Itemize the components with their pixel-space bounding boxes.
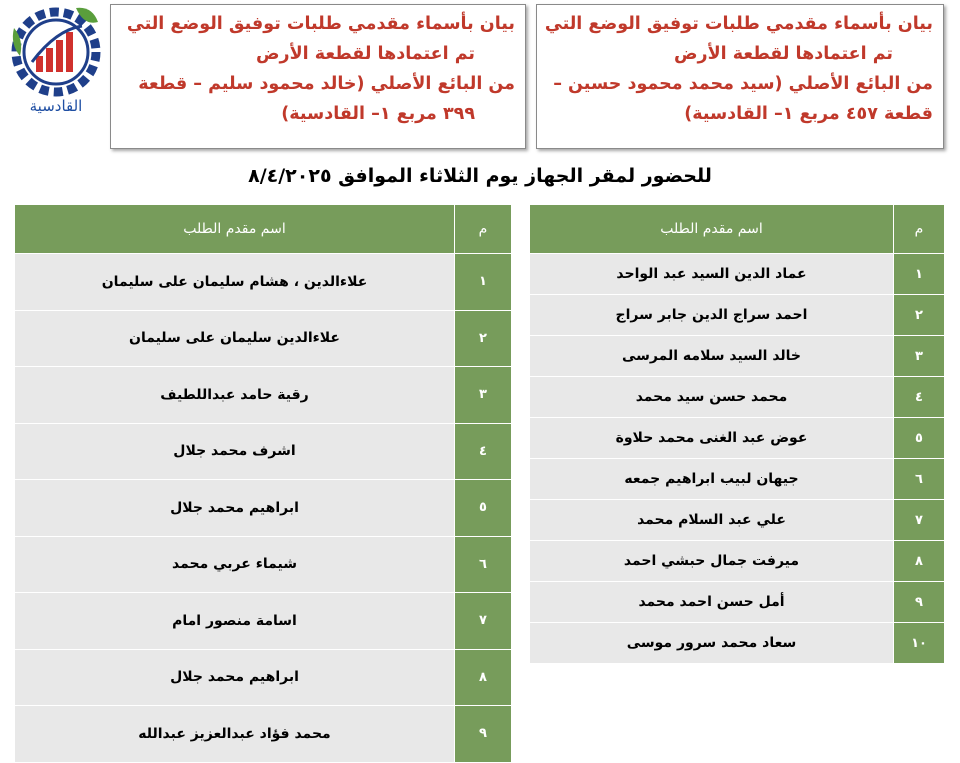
row-num: ٣ (894, 336, 945, 377)
row-num: ١ (455, 254, 512, 311)
row-num: ٢ (894, 295, 945, 336)
header-num: م (455, 205, 512, 254)
notice-right-line2: تم اعتمادها لقطعة الأرض (673, 44, 893, 64)
row-num: ١٠ (894, 623, 945, 664)
table-row (15, 649, 512, 706)
notice-left-line2: تم اعتمادها لقطعة الأرض (255, 44, 475, 64)
notice-left-line3: من البائع الأصلي (خالد محمود سليم – قطعة (138, 74, 515, 94)
table-row (530, 336, 945, 377)
applicants-table-right (529, 204, 945, 664)
row-name: سعاد محمد سرور موسى (530, 623, 894, 664)
row-num: ٨ (455, 649, 512, 706)
row-name: جيهان لبيب ابراهيم جمعه (530, 459, 894, 500)
row-name: عوض عبد الغنى محمد حلاوة (530, 418, 894, 459)
row-name: ابراهيم محمد جلال (15, 649, 455, 706)
row-num: ٢ (455, 310, 512, 367)
attendance-subtitle: للحضور لمقر الجهاز يوم الثلاثاء الموافق ٨/٤/٢٠٢٥ (248, 165, 712, 187)
table-row (15, 423, 512, 480)
row-num: ٨ (894, 541, 945, 582)
notice-box-left (110, 4, 526, 149)
table-header-row (530, 205, 945, 254)
row-name: رقية حامد عبداللطيف (15, 367, 455, 424)
row-name: أمل حسن احمد محمد (530, 582, 894, 623)
table-row (530, 295, 945, 336)
notice-left-line4: ٣٩٩ مربع ١– القادسية) (281, 104, 475, 124)
row-name: علي عبد السلام محمد (530, 500, 894, 541)
row-name: احمد سراج الدين جابر سراج (530, 295, 894, 336)
notice-box-right (536, 4, 944, 149)
notice-right-line1: بيان بأسماء مقدمي طلبات توفيق الوضع التي (544, 14, 933, 34)
row-num: ٥ (894, 418, 945, 459)
table-row (530, 377, 945, 418)
row-num: ٧ (894, 500, 945, 541)
table-row (15, 310, 512, 367)
table-row (530, 459, 945, 500)
row-name: شيماء عربي محمد (15, 536, 455, 593)
row-name: عماد الدين السيد عبد الواحد (530, 254, 894, 295)
table-row (530, 254, 945, 295)
row-name: اسامة منصور امام (15, 593, 455, 650)
row-num: ٦ (455, 536, 512, 593)
table-row (530, 623, 945, 664)
table-row (15, 706, 512, 763)
row-name: علاءالدين ، هشام سليمان على سليمان (15, 254, 455, 311)
row-num: ٤ (894, 377, 945, 418)
table-row (15, 367, 512, 424)
table-row (15, 480, 512, 537)
row-name: خالد السيد سلامه المرسى (530, 336, 894, 377)
notice-right-line4: قطعة ٤٥٧ مربع ١– القادسية) (684, 104, 933, 124)
row-name: ابراهيم محمد جلال (15, 480, 455, 537)
header-num: م (894, 205, 945, 254)
row-num: ٤ (455, 423, 512, 480)
table-header-row (15, 205, 512, 254)
gear-logo-icon (6, 0, 106, 100)
table-row (530, 582, 945, 623)
row-name: علاءالدين سليمان على سليمان (15, 310, 455, 367)
logo-caption: القادسية (29, 97, 83, 115)
city-logo (6, 0, 106, 125)
row-name: اشرف محمد جلال (15, 423, 455, 480)
row-num: ٩ (894, 582, 945, 623)
table-row (15, 254, 512, 311)
table-row (530, 500, 945, 541)
row-num: ٩ (455, 706, 512, 763)
table-row (15, 536, 512, 593)
row-name: محمد حسن سيد محمد (530, 377, 894, 418)
row-name: ميرفت جمال حبشي احمد (530, 541, 894, 582)
row-num: ٣ (455, 367, 512, 424)
table-row (15, 593, 512, 650)
row-num: ٥ (455, 480, 512, 537)
table-row (530, 541, 945, 582)
row-num: ١ (894, 254, 945, 295)
table-row (530, 418, 945, 459)
row-name: محمد فؤاد عبدالعزيز عبدالله (15, 706, 455, 763)
header-name: اسم مقدم الطلب (530, 205, 894, 254)
row-num: ٧ (455, 593, 512, 650)
row-num: ٦ (894, 459, 945, 500)
header-name: اسم مقدم الطلب (15, 205, 455, 254)
notice-left-line1: بيان بأسماء مقدمي طلبات توفيق الوضع التي (126, 14, 515, 34)
applicants-table-left (14, 204, 512, 763)
notice-right-line3: من البائع الأصلي (سيد محمد محمود حسين – (553, 74, 933, 94)
